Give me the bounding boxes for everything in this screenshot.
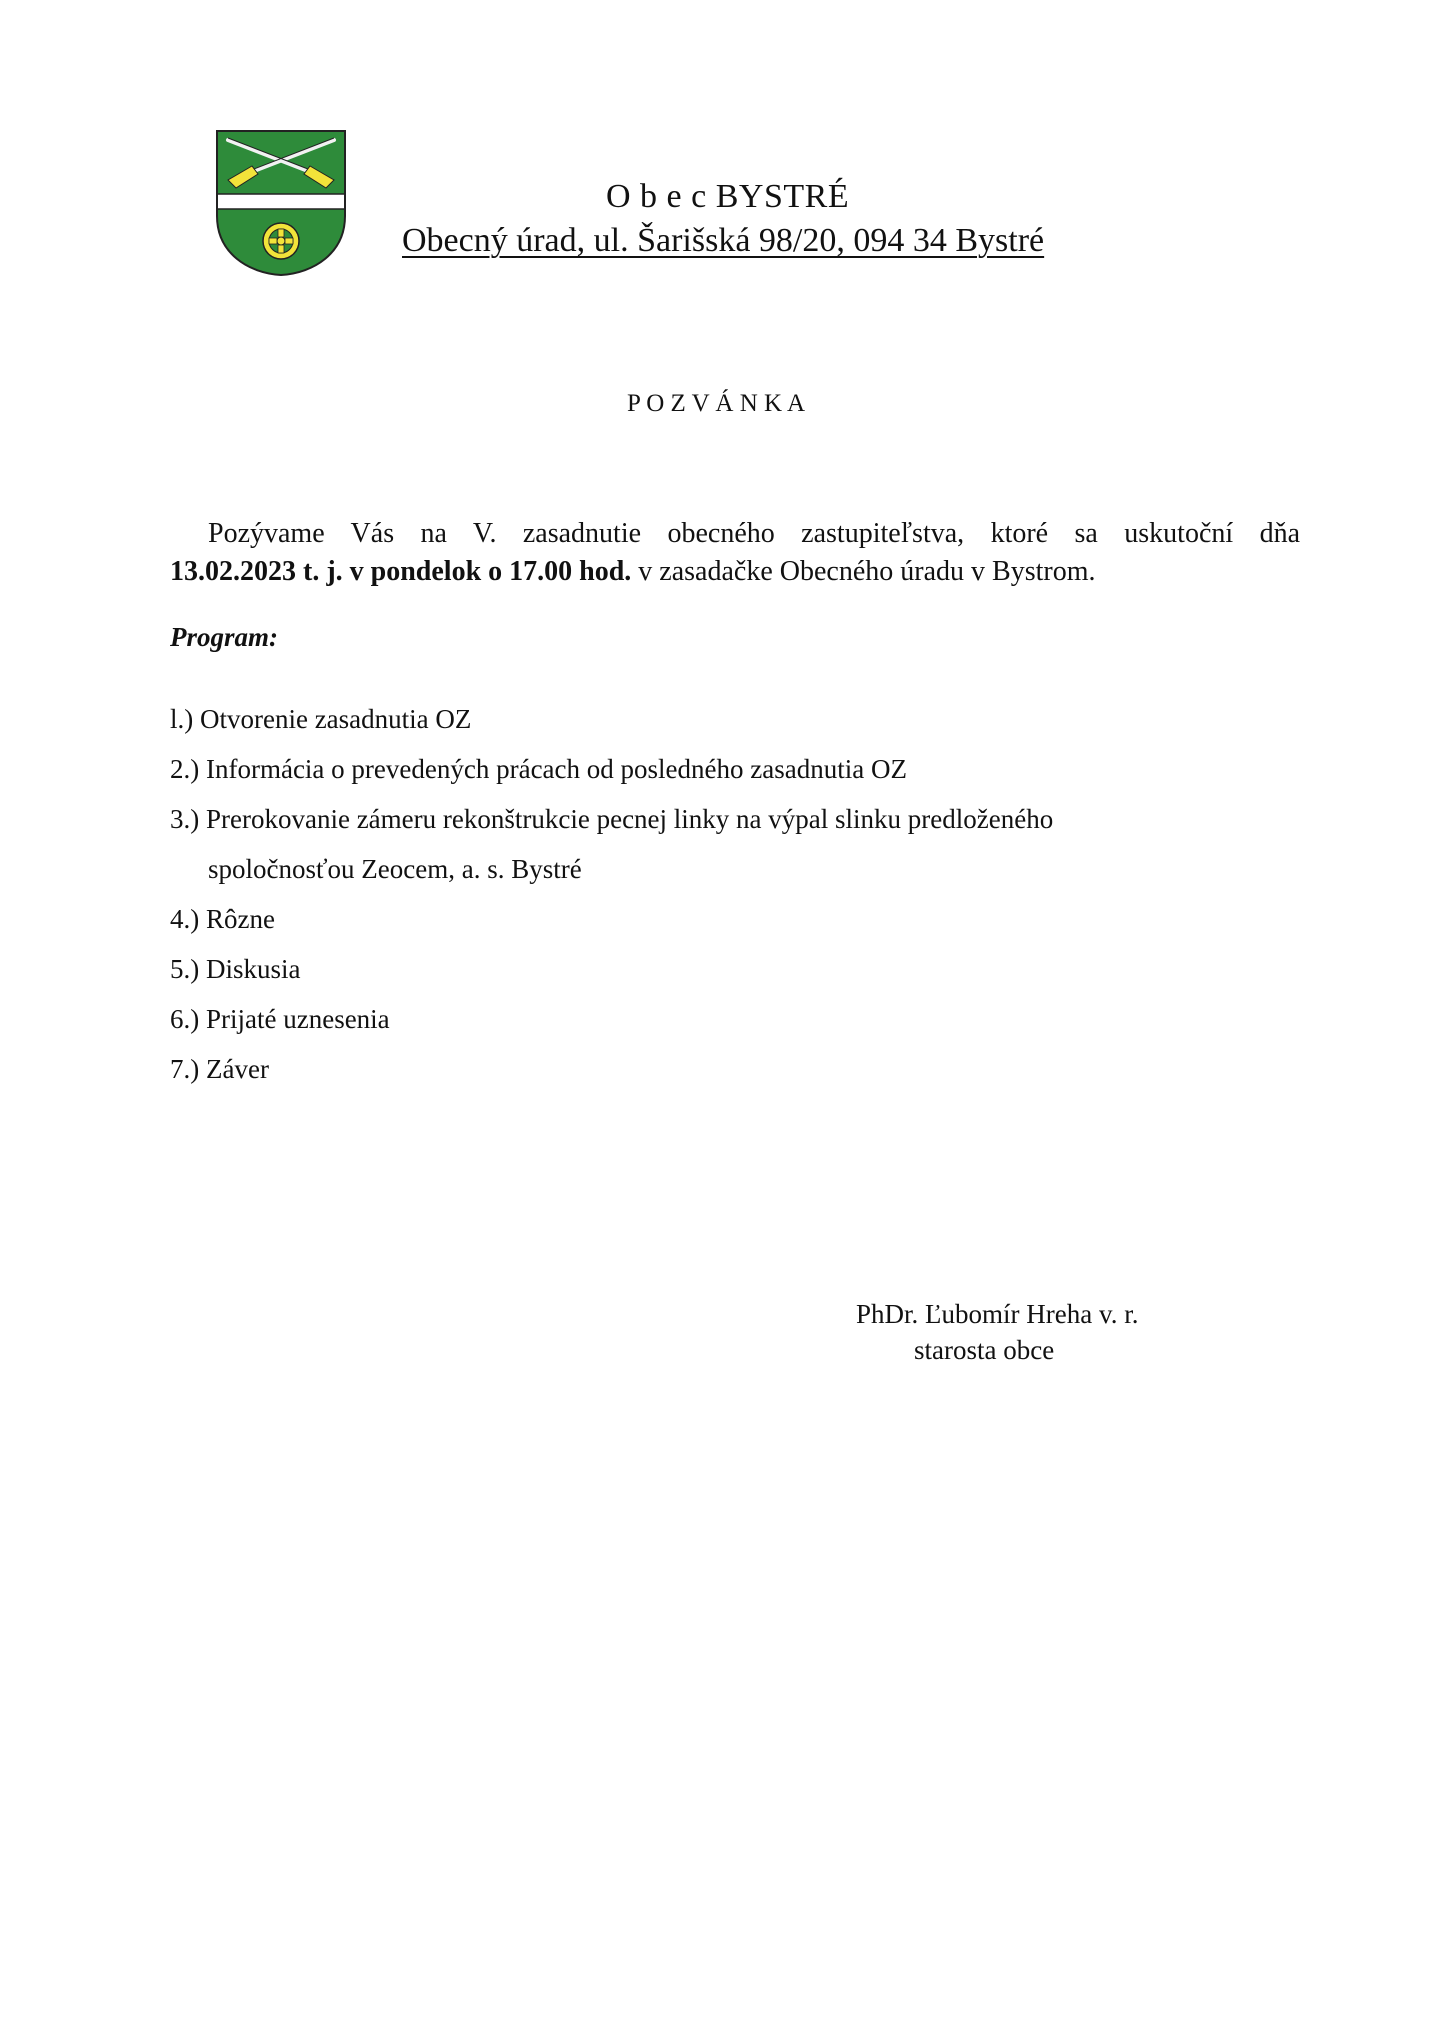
office-address: Obecný úrad, ul. Šarišská 98/20, 094 34 Bystré (402, 222, 1045, 259)
program-label: Program: (170, 622, 278, 652)
agenda-item: 2.) Informácia o prevedených prácach od posledného zasadnutia OZ (170, 754, 907, 784)
invitation-paragraph (170, 515, 1300, 591)
document-heading: P O Z V Á N K A (626, 390, 806, 417)
invitation-line-2 (170, 553, 1300, 591)
agenda-item: l.) Otvorenie zasadnutia OZ (170, 704, 472, 734)
signature-block (856, 1296, 1138, 1368)
signatory-role: starosta obce (914, 1335, 1055, 1365)
coat-of-arms-icon (214, 128, 348, 278)
agenda-list (170, 702, 1053, 1102)
municipality-title: O b e c BYSTRÉ (606, 178, 850, 215)
agenda-item: 5.) Diskusia (170, 954, 301, 984)
meeting-location: v zasadačke Obecného úradu v Bystrom. (631, 556, 1096, 587)
invitation-line-1: Pozývame Vás na V. zasadnutie obecného zastupiteľstva, ktoré sa uskutoční dňa (208, 518, 1300, 549)
agenda-item: 4.) Rôzne (170, 904, 275, 934)
meeting-datetime: 13.02.2023 t. j. v pondelok o 17.00 hod. (170, 556, 632, 587)
agenda-item: 3.) Prerokovanie zámeru rekonštrukcie pecnej linky na výpal slinku predloženého (170, 804, 1054, 834)
agenda-item: 6.) Prijaté uznesenia (170, 1004, 390, 1034)
agenda-item-continuation: spoločnosťou Zeocem, a. s. Bystré (208, 854, 582, 884)
signatory-name: PhDr. Ľubomír Hreha v. r. (856, 1299, 1139, 1329)
agenda-item: 7.) Záver (170, 1054, 269, 1084)
